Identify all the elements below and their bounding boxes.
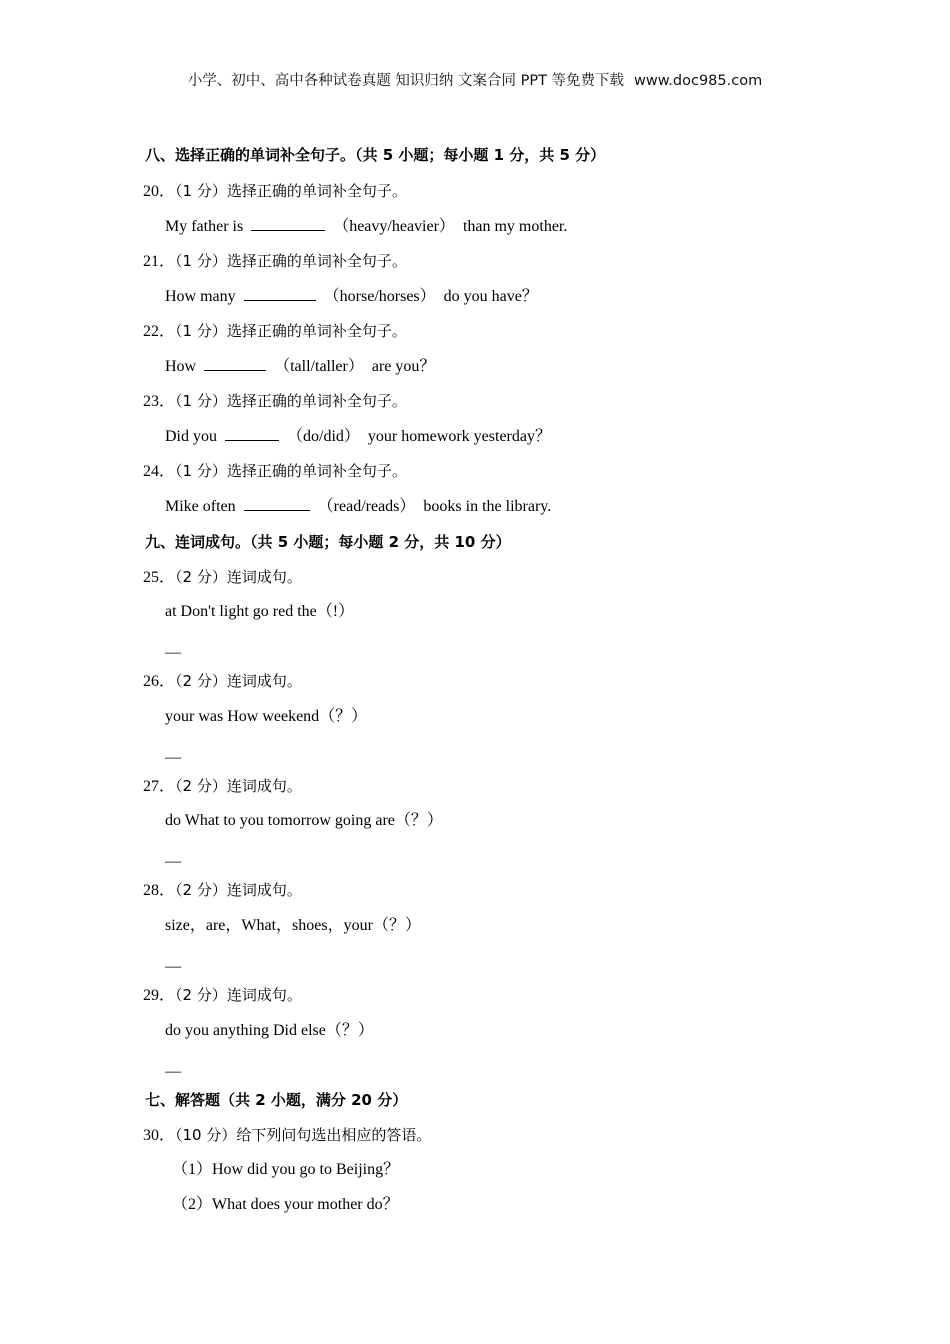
question-number: 20． (143, 183, 176, 200)
sentence-start: How (165, 358, 197, 375)
question-sentence (165, 496, 551, 517)
question-instruction: （2 分）连词成句。 (175, 568, 302, 586)
scrambled-words: do you anything Did else（？） (165, 1022, 374, 1039)
question-sentence (165, 356, 435, 377)
question-instruction: （1 分）选择正确的单词补全句子。 (175, 462, 407, 480)
scrambled-words: your was How weekend（？） (165, 708, 368, 725)
answer-blank[interactable] (251, 216, 325, 231)
header-url[interactable]: www.doc985.com (634, 73, 763, 89)
answer-blank[interactable] (244, 496, 310, 511)
question-number: 22． (143, 323, 176, 340)
question-header (143, 321, 407, 342)
answer-line[interactable]: — (165, 853, 181, 870)
word-options: （do/did） (287, 428, 360, 445)
answer-blank[interactable] (225, 426, 279, 441)
question-number: 26． (143, 673, 176, 690)
section-title-8: 八、选择正确的单词补全句子。（共 5 小题；每小题 1 分，共 5 分） (145, 146, 606, 164)
question-header (143, 567, 302, 588)
header-text: 小学、初中、高中各种试卷真题 知识归纳 文案合同 PPT 等免费下载 (187, 73, 625, 89)
sentence-end: do you have？ (443, 288, 538, 305)
question-header (143, 461, 407, 482)
sentence-end: books in the library. (423, 498, 552, 515)
question-sentence (165, 426, 551, 447)
section-title-9: 九、连词成句。（共 5 小题；每小题 2 分，共 10 分） (145, 533, 511, 551)
question-header (143, 985, 302, 1006)
question-number: 28． (143, 882, 176, 899)
question-header (143, 251, 407, 272)
question-instruction: （2 分）连词成句。 (175, 777, 302, 795)
question-instruction: （2 分）连词成句。 (175, 881, 302, 899)
question-header (143, 776, 302, 797)
question-header (143, 181, 407, 202)
word-options: （read/reads） (317, 498, 416, 515)
scrambled-words: at Don't light go red the（!） (165, 603, 355, 620)
question-instruction: （2 分）连词成句。 (175, 986, 302, 1004)
sentence-start: Mike often (165, 498, 236, 515)
scrambled-words: size，are，What，shoes，your（？） (165, 917, 421, 934)
question-instruction: （1 分）选择正确的单词补全句子。 (175, 182, 407, 200)
answer-line[interactable]: — (165, 644, 181, 661)
sentence-end: are you？ (371, 358, 436, 375)
word-options: （heavy/heavier） (333, 218, 455, 235)
sentence-start: My father is (165, 218, 244, 235)
sentence-start: How many (165, 288, 236, 305)
question-sentence (165, 216, 567, 237)
answer-line[interactable]: — (165, 1063, 181, 1080)
section-title-7: 七、解答题（共 2 小题，满分 20 分） (145, 1091, 408, 1109)
word-options: （tall/taller） (274, 358, 364, 375)
sentence-end: than my mother. (462, 218, 568, 235)
question-number: 23． (143, 393, 176, 410)
question-number: 25． (143, 569, 176, 586)
scrambled-words: do What to you tomorrow going are（？） (165, 812, 443, 829)
question-instruction: （10 分）给下列问句选出相应的答语。 (175, 1126, 432, 1144)
question-instruction: （1 分）选择正确的单词补全句子。 (175, 252, 407, 270)
answer-line[interactable]: — (165, 958, 181, 975)
question-header (143, 1125, 431, 1146)
question-sentence (165, 286, 538, 307)
answer-blank[interactable] (204, 356, 266, 371)
question-number: 24． (143, 463, 176, 480)
question-number: 30． (143, 1127, 176, 1144)
sub-question: （1）How did you go to Beijing？ (172, 1161, 400, 1178)
question-instruction: （1 分）选择正确的单词补全句子。 (175, 322, 407, 340)
question-number: 21． (143, 253, 176, 270)
question-number: 27． (143, 778, 176, 795)
question-instruction: （1 分）选择正确的单词补全句子。 (175, 392, 407, 410)
answer-blank[interactable] (244, 286, 316, 301)
question-instruction: （2 分）连词成句。 (175, 672, 302, 690)
question-number: 29． (143, 987, 176, 1004)
sentence-start: Did you (165, 428, 217, 445)
sub-question: （2）What does your mother do？ (172, 1196, 399, 1213)
answer-line[interactable]: — (165, 749, 181, 766)
word-options: （horse/horses） (323, 288, 436, 305)
question-header (143, 391, 407, 412)
sentence-end: your homework yesterday？ (367, 428, 551, 445)
question-header (143, 671, 302, 692)
page-header (0, 69, 950, 90)
question-header (143, 880, 302, 901)
